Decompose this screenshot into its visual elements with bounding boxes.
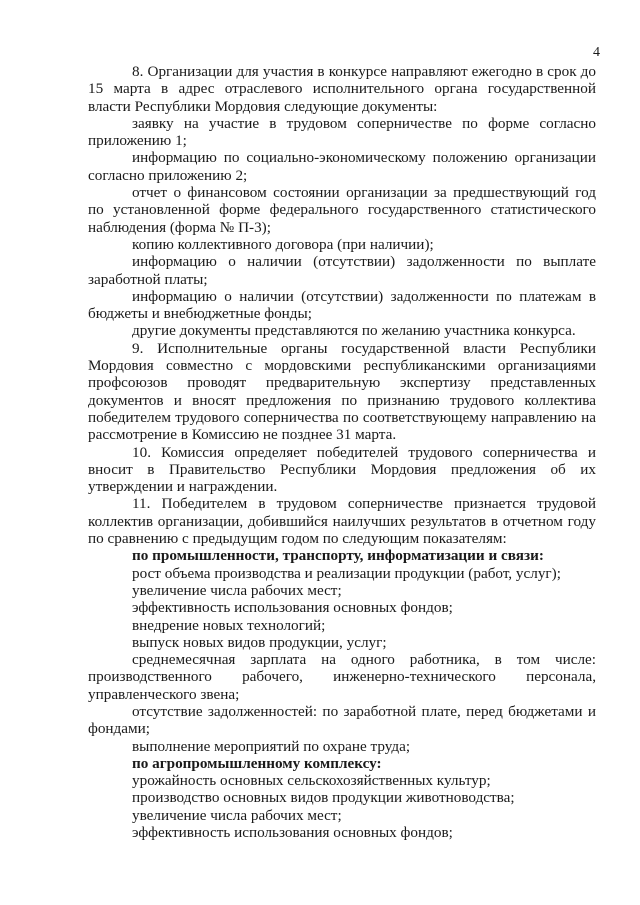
list-item: информацию по социально-экономическому положению организации согласно приложению 2;: [88, 149, 596, 184]
list-item: копию коллективного договора (при наличии);: [132, 235, 434, 253]
page-number: 4: [593, 45, 600, 60]
list-item: рост объема производства и реализации продукции (работ, услуг);: [132, 564, 561, 582]
list-item: выпуск новых видов продукции, услуг;: [132, 633, 387, 651]
list-item: отсутствие задолженностей: по заработной плате, перед бюджетами и фондами;: [88, 702, 596, 738]
paragraph-9: 9. Исполнительные органы государственной власти Республики Мордовия совместно с мордовскими республиканскими организациями профсоюзов проводят предварительную экспертизу представленных документов и вносят предложения по признанию трудового коллектива победителем трудового соперничества по соответствующему направлению на рассмотрение в Комиссию не позднее 31 марта.: [88, 339, 596, 444]
paragraph-8: 8. Организации для участия в конкурсе направляют ежегодно в срок до 15 марта в адрес отраслевого исполнительного органа государственной власти Республики Мордовия следующие документы:: [88, 63, 596, 115]
section-heading-agro: по агропромышленному комплексу:: [132, 754, 382, 772]
paragraph-11: 11. Победителем в трудовом соперничестве признается трудовой коллектив организации, добившийся наилучших результатов в отчетном году по сравнению с предыдущим годом по следующим показателям:: [88, 495, 596, 548]
list-item: информацию о наличии (отсутствии) задолженности по платежам в бюджеты и внебюджетные фонды;: [88, 287, 596, 323]
list-item: урожайность основных сельскохозяйственных культур;: [132, 772, 491, 790]
list-item: выполнение мероприятий по охране труда;: [132, 737, 411, 755]
document-body: [88, 63, 596, 841]
list-item: увеличение числа рабочих мест;: [132, 581, 342, 599]
list-item: эффективность использования основных фондов;: [132, 599, 453, 617]
list-item: среднемесячная зарплата на одного работника, в том числе: производственного рабочего, инженерно-технического персонала, управленческого звена;: [88, 651, 596, 703]
list-item: информацию о наличии (отсутствии) задолженности по выплате заработной платы;: [88, 253, 596, 288]
list-item: производство основных видов продукции животноводства;: [132, 789, 515, 807]
paragraph-10: 10. Комиссия определяет победителей трудового соперничества и вносит в Правительство Республики Мордовия предложения об их утверждении и награждении.: [88, 443, 596, 496]
list-item: увеличение числа рабочих мест;: [132, 806, 342, 824]
list-item: другие документы представляются по желанию участника конкурса.: [132, 322, 576, 340]
list-item: отчет о финансовом состоянии организации за предшествующий год по установленной форме федерального государственного статистического наблюдения (форма № П-3);: [88, 184, 596, 236]
list-item: эффективность использования основных фондов;: [132, 824, 453, 842]
list-item: заявку на участие в трудовом соперничестве по форме согласно приложению 1;: [88, 114, 596, 150]
list-item: внедрение новых технологий;: [132, 616, 326, 634]
section-heading-industry: по промышленности, транспорту, информатизации и связи:: [132, 547, 544, 565]
